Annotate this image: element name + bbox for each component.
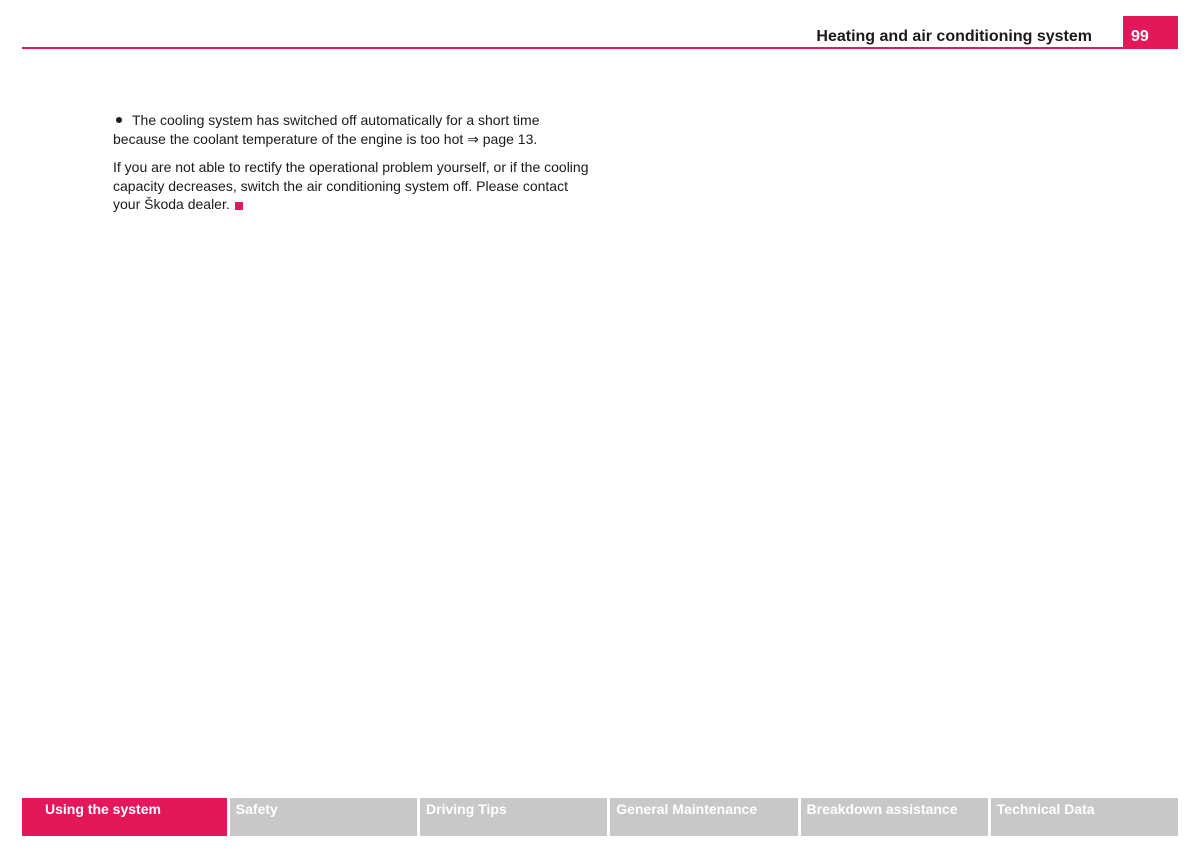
bullet-icon: [116, 117, 122, 123]
bullet-text: The cooling system has switched off automatically for a short time because the coolant temperature of the engine is too hot ⇒ page 13.: [113, 112, 540, 147]
nav-tab-technical-data[interactable]: Technical Data: [991, 798, 1178, 836]
nav-tab-safety[interactable]: Safety: [230, 798, 417, 836]
page-number-badge: 99: [1123, 16, 1178, 49]
footer-chapter-nav: [22, 798, 1178, 836]
paragraph-text: If you are not able to rectify the operational problem yourself, or if the cooling capacity decreases, switch the air conditioning system off. Please contact your Škoda dealer.: [113, 159, 589, 212]
nav-tab-driving-tips[interactable]: Driving Tips: [420, 798, 607, 836]
page-header-title: Heating and air conditioning system: [816, 28, 1092, 45]
body-paragraph: [113, 158, 593, 214]
section-end-icon: [235, 202, 243, 210]
nav-tab-breakdown-assistance[interactable]: Breakdown assistance: [801, 798, 988, 836]
main-content: [113, 111, 593, 214]
nav-tab-general-maintenance[interactable]: General Maintenance: [610, 798, 797, 836]
bullet-list-item: [113, 111, 593, 148]
header-divider: [22, 47, 1178, 49]
nav-tab-using-the-system[interactable]: Using the system: [22, 798, 227, 836]
